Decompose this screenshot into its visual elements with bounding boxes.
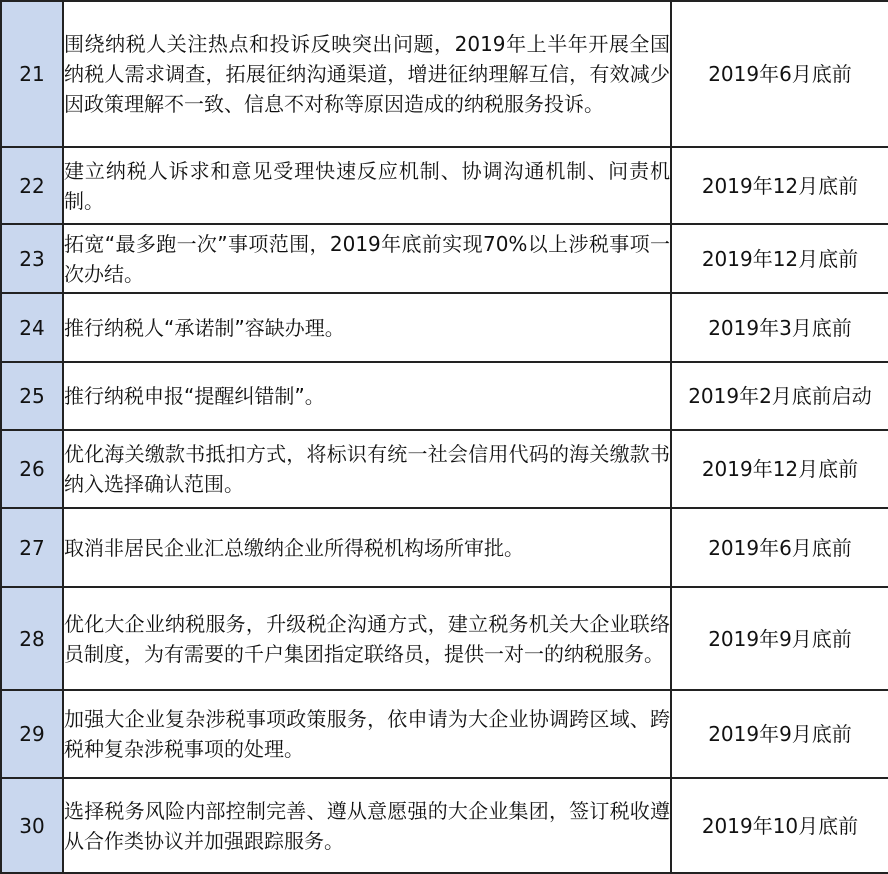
deadline: 2019年12月底前 [671, 147, 888, 224]
measure-description: 加强大企业复杂涉税事项政策服务，依申请为大企业协调跨区域、跨税种复杂涉税事项的处理。 [63, 690, 671, 778]
row-number: 30 [1, 778, 63, 873]
deadline: 2019年9月底前 [671, 690, 888, 778]
measure-description: 拓宽“最多跑一次”事项范围，2019年底前实现70%以上涉税事项一次办结。 [63, 224, 671, 293]
deadline: 2019年12月底前 [671, 224, 888, 293]
deadline: 2019年2月底前启动 [671, 362, 888, 430]
row-number: 29 [1, 690, 63, 778]
measure-description: 推行纳税申报“提醒纠错制”。 [63, 362, 671, 430]
row-number: 22 [1, 147, 63, 224]
table-row [1, 508, 888, 587]
deadline: 2019年3月底前 [671, 293, 888, 362]
table-row [1, 147, 888, 224]
measure-description: 优化大企业纳税服务，升级税企沟通方式，建立税务机关大企业联络员制度，为有需要的千户集团指定联络员，提供一对一的纳税服务。 [63, 587, 671, 690]
table-row [1, 690, 888, 778]
row-number: 26 [1, 430, 63, 508]
table-row [1, 362, 888, 430]
table-row [1, 224, 888, 293]
table-row [1, 587, 888, 690]
deadline: 2019年6月底前 [671, 1, 888, 147]
row-number: 25 [1, 362, 63, 430]
measure-description: 选择税务风险内部控制完善、遵从意愿强的大企业集团，签订税收遵从合作类协议并加强跟踪服务。 [63, 778, 671, 873]
table-row [1, 778, 888, 873]
table-row [1, 293, 888, 362]
row-number: 23 [1, 224, 63, 293]
row-number: 24 [1, 293, 63, 362]
measure-description: 围绕纳税人关注热点和投诉反映突出问题，2019年上半年开展全国纳税人需求调查，拓展征纳沟通渠道，增进征纳理解互信，有效减少因政策理解不一致、信息不对称等原因造成的纳税服务投诉。 [63, 1, 671, 147]
deadline: 2019年10月底前 [671, 778, 888, 873]
row-number: 28 [1, 587, 63, 690]
row-number: 27 [1, 508, 63, 587]
deadline: 2019年6月底前 [671, 508, 888, 587]
measure-description: 建立纳税人诉求和意见受理快速反应机制、协调沟通机制、问责机制。 [63, 147, 671, 224]
measure-description: 取消非居民企业汇总缴纳企业所得税机构场所审批。 [63, 508, 671, 587]
measure-description: 优化海关缴款书抵扣方式，将标识有统一社会信用代码的海关缴款书纳入选择确认范围。 [63, 430, 671, 508]
measure-description: 推行纳税人“承诺制”容缺办理。 [63, 293, 671, 362]
table-row [1, 430, 888, 508]
deadline: 2019年12月底前 [671, 430, 888, 508]
table-row [1, 1, 888, 147]
deadline: 2019年9月底前 [671, 587, 888, 690]
row-number: 21 [1, 1, 63, 147]
